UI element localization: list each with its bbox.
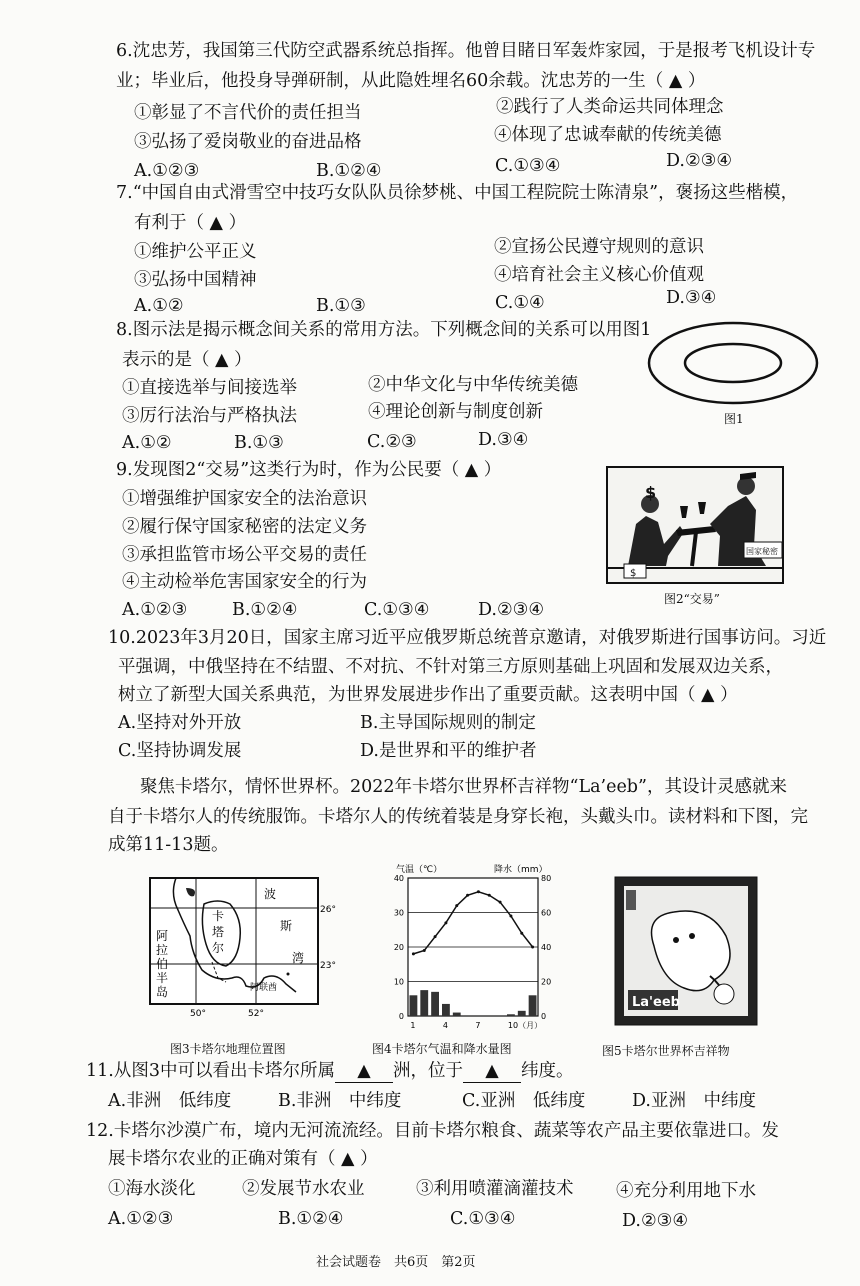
- q8-choice-b: B.①③: [234, 433, 284, 453]
- q9-option-1: ①增强维护国家安全的法治意识: [122, 489, 367, 509]
- q11-stem-part3: 纬度。: [520, 1061, 574, 1081]
- q12-option-1: ①海水淡化: [108, 1179, 196, 1199]
- figure-3-label-a3: 伯: [156, 957, 169, 971]
- q7-option-2: ②宣扬公民遵守规则的意识: [494, 237, 704, 257]
- q6-option-1: ①彰显了不言代价的责任担当: [134, 103, 362, 123]
- figure-4-left-tick: 10: [393, 977, 404, 987]
- q12-choice-d: D.②③④: [622, 1211, 689, 1231]
- figure-3-label-q3: 尔: [212, 941, 225, 955]
- q9-option-3: ③承担监管市场公平交易的责任: [122, 545, 367, 565]
- q12-option-2: ②发展节水农业: [242, 1179, 365, 1199]
- figure-4-left-tick: 40: [393, 874, 404, 883]
- q10-stem-line1: 10.2023年3月20日，国家主席习近平应俄罗斯总统普京邀请，对俄罗斯进行国事访问。习近: [108, 628, 827, 648]
- q7-choice-d: D.③④: [666, 288, 717, 308]
- figure-4-precip-bar: [518, 1011, 526, 1016]
- q8-stem-line1: 8.图示法是揭示概念间关系的常用方法。下列概念间的关系可以用图1: [116, 320, 652, 340]
- q8-option-4: ④理论创新与制度创新: [368, 402, 543, 422]
- q8-choice-d: D.③④: [478, 430, 529, 450]
- figure-4-x-tick: 1: [410, 1021, 416, 1030]
- q8-stem-line2: 表示的是（ ▲ ）: [122, 350, 252, 370]
- q7-option-3: ③弘扬中国精神: [134, 270, 257, 290]
- q6-choice-b: B.①②④: [316, 161, 382, 181]
- q6-option-4: ④体现了忠诚奉献的传统美德: [494, 125, 722, 145]
- figure-3-label-uae: 阿联酋: [250, 983, 278, 993]
- figure-4-left-axis-label: 气温（℃）: [396, 865, 443, 875]
- figure-4-temperature-point: [455, 904, 458, 907]
- q8-option-3: ③厉行法治与严格执法: [122, 406, 297, 426]
- figure-5-mascot-name: La'eeb: [632, 995, 680, 1010]
- q8-option-2: ②中华文化与中华传统美德: [368, 375, 578, 395]
- figure-4-precip-bar: [410, 995, 418, 1016]
- q6-option-2: ②践行了人类命运共同体理念: [496, 97, 724, 117]
- figure-4-precip-bar: [453, 1013, 461, 1016]
- q9-stem: 9.发现图2“交易”这类行为时，作为公民要（ ▲ ）: [116, 460, 502, 480]
- q6-choice-c: C.①③④: [495, 156, 561, 176]
- figure-4-temperature-point: [531, 946, 534, 949]
- figure-3-lon-50: 50°: [190, 1009, 206, 1019]
- q7-option-4: ④培育社会主义核心价值观: [494, 265, 704, 285]
- figure-4-temperature-point: [423, 949, 426, 952]
- figure-3-label-q2: 塔: [212, 925, 225, 939]
- q11-choice-a: A.非洲 低纬度: [108, 1091, 232, 1111]
- q11-choice-c: C.亚洲 低纬度: [462, 1091, 586, 1111]
- material-line1: 聚焦卡塔尔，情怀世界杯。2022年卡塔尔世界杯吉祥物“La’eeb”，其设计灵感就来: [140, 777, 787, 797]
- figure-3-label-b3: 湾: [292, 951, 305, 965]
- figure-3-lat-23: 23°: [320, 961, 336, 971]
- figure-4-right-axis-label: 降水（mm）: [494, 865, 548, 875]
- figure-4-temperature-point: [488, 894, 491, 897]
- q11-choice-d: D.亚洲 中纬度: [632, 1091, 756, 1111]
- figure-4-left-tick: 30: [393, 908, 404, 918]
- q11-stem-part1: 11.从图3中可以看出卡塔尔所属: [86, 1061, 335, 1081]
- figure-4-right-tick: 60: [541, 908, 552, 918]
- q11-blank-1: ▲: [335, 1060, 393, 1083]
- q6-choice-d: D.②③④: [666, 151, 733, 171]
- q8-choice-a: A.①②: [122, 433, 172, 453]
- q12-choice-c: C.①③④: [450, 1209, 516, 1229]
- material-line2: 自于卡塔尔人的传统服饰。卡塔尔人的传统着装是身穿长袍，头戴头巾。读材料和下图，完: [108, 807, 808, 827]
- q11-stem-part2: 洲，位于: [392, 1061, 463, 1081]
- figure-4-right-tick: 40: [541, 943, 552, 952]
- figure-5-caption: 图5卡塔尔世界杯吉祥物: [602, 1044, 730, 1058]
- q10-choice-a: A.坚持对外开放: [118, 713, 242, 733]
- q9-choice-b: B.①②④: [232, 600, 298, 620]
- figure-4-temperature-point: [520, 932, 523, 935]
- figure-3-label-b2: 斯: [280, 919, 293, 933]
- q7-stem-line2: 有利于（ ▲ ）: [134, 213, 247, 233]
- q9-choice-a: A.①②③: [122, 600, 188, 620]
- figure-4-left-tick: 20: [393, 943, 404, 952]
- figure-3-qatar-map: [146, 874, 346, 1020]
- q6-option-3: ③弘扬了爱岗敬业的奋进品格: [134, 132, 362, 152]
- figure-3-lat-26: 26°: [320, 905, 336, 915]
- q7-stem-line1: 7.“中国自由式滑雪空中技巧女队队员徐梦桃、中国工程院院士陈清泉”，褒扬这些楷模，: [116, 183, 799, 203]
- q10-choice-b: B.主导国际规则的制定: [360, 713, 536, 733]
- page-footer: 社会试题卷 共6页 第2页: [316, 1255, 476, 1270]
- figure-4-caption: 图4卡塔尔气温和降水量图: [372, 1042, 512, 1056]
- q12-choice-a: A.①②③: [108, 1209, 174, 1229]
- figure-4-right-tick: 20: [541, 977, 552, 987]
- figure-4-x-tick: 10（月）: [507, 1021, 543, 1030]
- figure-5-mascot-image: [614, 876, 758, 1026]
- figure-4-right-tick: 0: [541, 1012, 547, 1021]
- q11-blank-2: ▲: [463, 1060, 521, 1083]
- q10-stem-line2: 平强调，中俄坚持在不结盟、不对抗、不针对第三方原则基础上巩固和发展双边关系，: [118, 657, 783, 677]
- q12-choice-b: B.①②④: [278, 1209, 344, 1229]
- figure-4-temperature-point: [509, 914, 512, 917]
- q6-choice-a: A.①②③: [134, 161, 200, 181]
- figure-4-temperature-point: [499, 901, 502, 904]
- figure-3-label-b1: 波: [264, 887, 277, 901]
- q10-choice-c: C.坚持协调发展: [118, 741, 242, 761]
- figure-4-temperature-point: [477, 890, 480, 893]
- figure-4-precip-bar: [529, 995, 537, 1016]
- q11-stem: [86, 1060, 573, 1083]
- q8-option-1: ①直接选举与间接选举: [122, 378, 297, 398]
- figure-2-trade-cartoon: [606, 466, 784, 584]
- q7-option-1: ①维护公平正义: [134, 242, 257, 262]
- figure-4-temperature-point: [434, 935, 437, 938]
- q7-choice-c: C.①④: [495, 293, 545, 313]
- figure-3-label-a4: 半: [156, 971, 169, 985]
- figure-2-secret-label: 国家秘密: [746, 547, 778, 556]
- q9-option-4: ④主动检举危害国家安全的行为: [122, 572, 367, 592]
- q9-choice-d: D.②③④: [478, 600, 545, 620]
- figure-3-caption: 图3卡塔尔地理位置图: [170, 1042, 286, 1056]
- q9-choice-c: C.①③④: [364, 600, 430, 620]
- q12-stem-line1: 12.卡塔尔沙漠广布，境内无河流流经。目前卡塔尔粮食、蔬菜等农产品主要依靠进口。发: [86, 1121, 779, 1141]
- q6-stem-line1: 6.沈忠芳，我国第三代防空武器系统总指挥。他曾目睹日军轰炸家园，于是报考飞机设计专: [116, 41, 816, 61]
- figure-4-left-tick: 0: [398, 1012, 404, 1021]
- figure-4-temperature-point: [412, 952, 415, 955]
- figure-4-precip-bar: [431, 992, 439, 1016]
- figure-2-caption: 图2“交易”: [664, 592, 720, 606]
- figure-1-nested-ellipses: [646, 320, 822, 406]
- figure-3-label-a5: 岛: [156, 985, 169, 999]
- figure-4-temperature-point: [466, 894, 469, 897]
- figure-4-temperature-point: [444, 921, 447, 924]
- q7-choice-b: B.①③: [316, 296, 366, 316]
- figure-4-precip-bar: [442, 1004, 450, 1016]
- figure-2-dollar-head: $: [645, 483, 657, 502]
- figure-4-x-tick: 7: [475, 1021, 481, 1030]
- figure-3-lon-52: 52°: [248, 1009, 264, 1019]
- q11-choice-b: B.非洲 中纬度: [278, 1091, 402, 1111]
- q10-stem-line3: 树立了新型大国关系典范，为世界发展进步作出了重要贡献。这表明中国（ ▲ ）: [118, 685, 738, 705]
- q12-option-3: ③利用喷灌滴灌技术: [416, 1179, 574, 1199]
- q9-option-2: ②履行保守国家秘密的法定义务: [122, 517, 367, 537]
- q8-choice-c: C.②③: [367, 432, 417, 452]
- q12-stem-line2: 展卡塔尔农业的正确对策有（ ▲ ）: [108, 1149, 378, 1169]
- figure-4-x-tick: 4: [442, 1021, 449, 1030]
- figure-3-label-a2: 拉: [156, 943, 169, 957]
- figure-3-label-a1: 阿: [156, 929, 169, 943]
- figure-3-label-q1: 卡: [212, 909, 225, 923]
- q12-option-4: ④充分利用地下水: [616, 1181, 756, 1201]
- figure-2-dollar-box: $: [630, 568, 637, 579]
- figure-4-precip-bar: [507, 1014, 515, 1016]
- material-line3: 成第11-13题。: [108, 835, 229, 855]
- q10-choice-d: D.是世界和平的维护者: [360, 741, 537, 761]
- figure-4-climate-chart: [382, 862, 562, 1032]
- figure-1-caption: 图1: [724, 412, 744, 426]
- q6-stem-line2: 业；毕业后，他投身导弹研制，从此隐姓埋名60余载。沈忠芳的一生（ ▲ ）: [116, 71, 706, 91]
- q7-choice-a: A.①②: [134, 296, 184, 316]
- figure-4-precip-bar: [420, 990, 428, 1016]
- figure-4-right-tick: 80: [541, 874, 552, 883]
